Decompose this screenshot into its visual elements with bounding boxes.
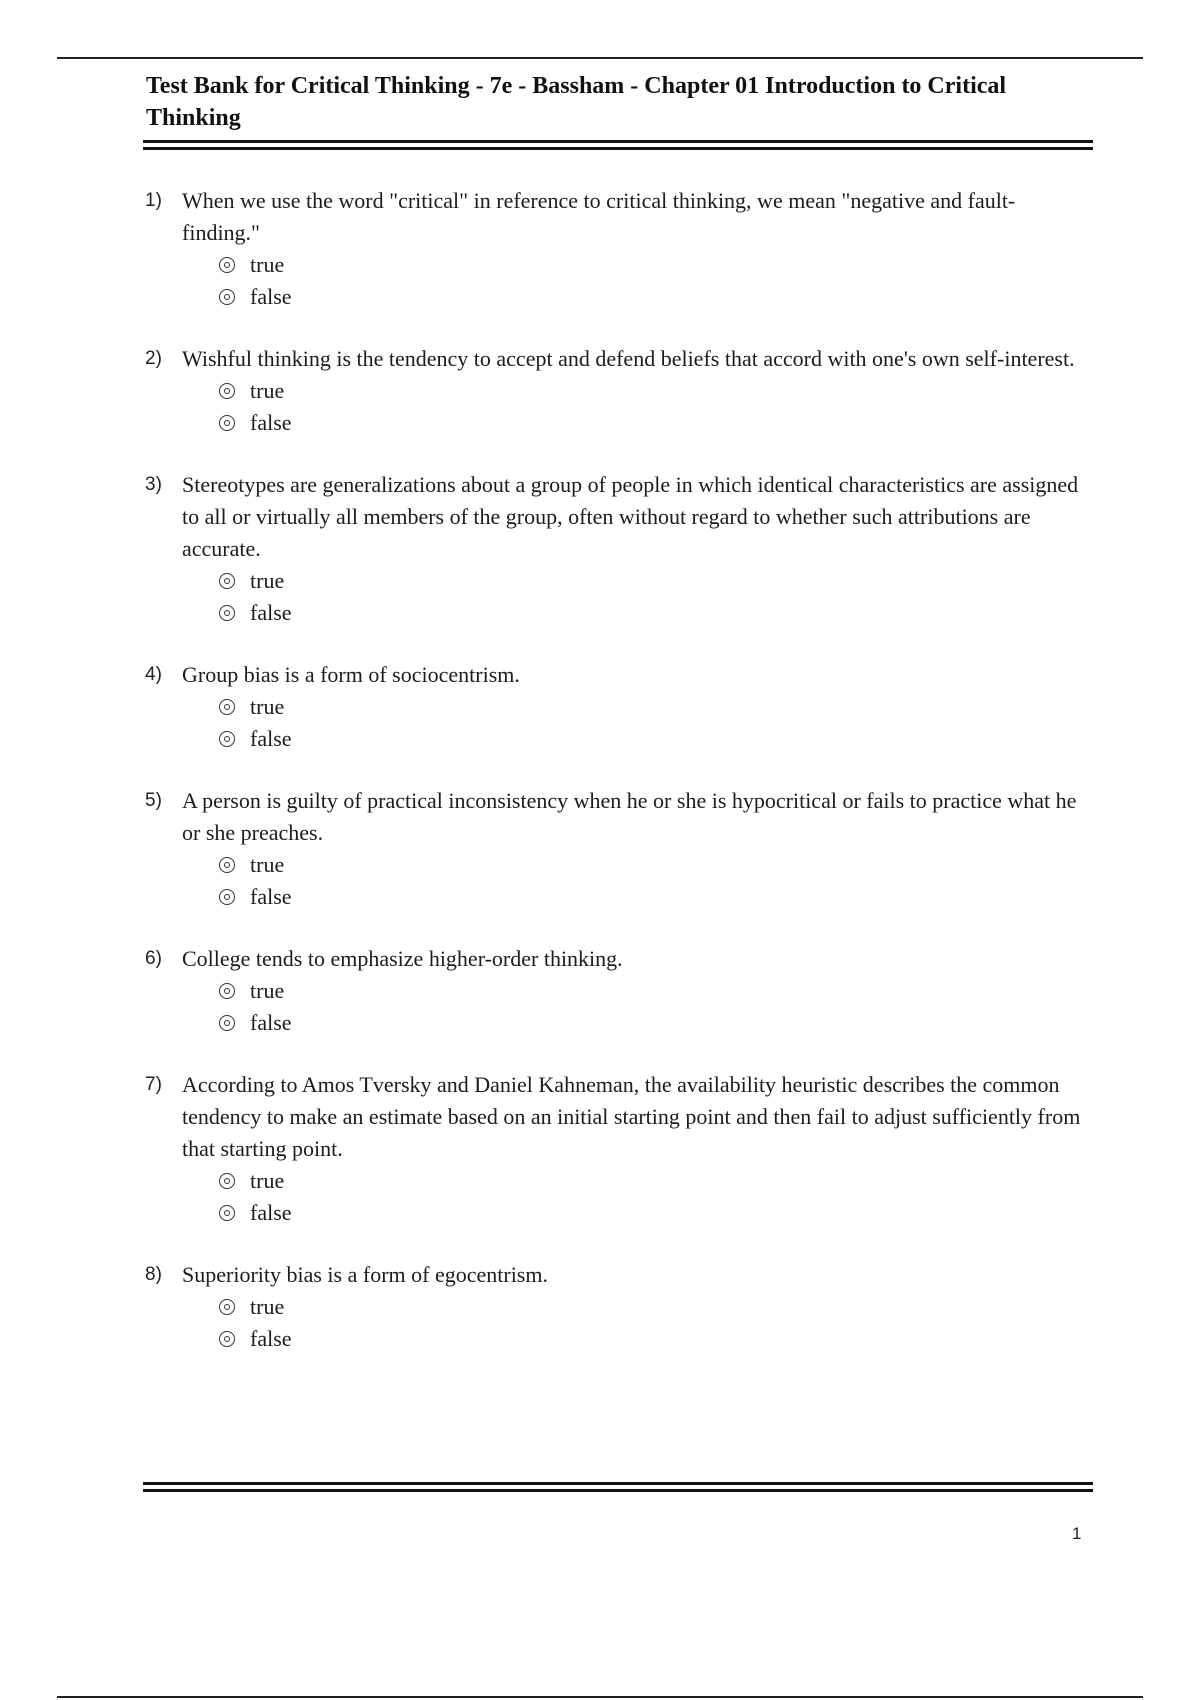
- radio-icon[interactable]: [219, 383, 235, 399]
- option-false[interactable]: [219, 597, 1093, 629]
- question-number: 5): [145, 790, 162, 811]
- option-label: true: [250, 852, 285, 877]
- radio-icon[interactable]: [219, 699, 235, 715]
- option-false[interactable]: [219, 881, 1093, 913]
- radio-icon[interactable]: [219, 257, 235, 273]
- answer-options: [219, 1291, 1093, 1355]
- question-5: [143, 785, 1093, 913]
- question-1: [143, 185, 1093, 313]
- option-false[interactable]: [219, 723, 1093, 755]
- radio-icon[interactable]: [219, 983, 235, 999]
- option-label: true: [250, 1168, 285, 1193]
- question-text: Stereotypes are generalizations about a group of people in which identical characteristics are assigned to all or virtually all members of the group, often without regard to whether such attributions are accurate.: [182, 472, 1079, 561]
- question-number: 7): [145, 1074, 162, 1095]
- page-number: 1: [1072, 1524, 1082, 1543]
- radio-icon[interactable]: [219, 1331, 235, 1347]
- radio-icon[interactable]: [219, 605, 235, 621]
- option-true[interactable]: [219, 975, 1093, 1007]
- answer-options: [219, 849, 1093, 913]
- radio-icon[interactable]: [219, 1015, 235, 1031]
- top-divider: [57, 57, 1143, 59]
- radio-icon[interactable]: [219, 573, 235, 589]
- option-false[interactable]: [219, 407, 1093, 439]
- radio-icon[interactable]: [219, 731, 235, 747]
- question-7: [143, 1069, 1093, 1229]
- radio-icon[interactable]: [219, 1173, 235, 1189]
- option-label: false: [250, 1200, 292, 1225]
- answer-options: [219, 1165, 1093, 1229]
- option-label: false: [250, 600, 292, 625]
- radio-icon[interactable]: [219, 1299, 235, 1315]
- question-number: 2): [145, 348, 162, 369]
- question-text: Superiority bias is a form of egocentrism.: [182, 1262, 548, 1287]
- option-false[interactable]: [219, 1323, 1093, 1355]
- option-true[interactable]: [219, 1165, 1093, 1197]
- question-number: 4): [145, 664, 162, 685]
- option-label: true: [250, 694, 285, 719]
- question-number: 3): [145, 474, 162, 495]
- radio-icon[interactable]: [219, 1205, 235, 1221]
- option-true[interactable]: [219, 375, 1093, 407]
- question-text: A person is guilty of practical inconsistency when he or she is hypocritical or fails to practice what he or she preaches.: [182, 788, 1077, 845]
- question-8: [143, 1259, 1093, 1355]
- question-6: [143, 943, 1093, 1039]
- question-list: [143, 185, 1093, 1385]
- header-double-rule: [143, 140, 1093, 150]
- radio-icon[interactable]: [219, 415, 235, 431]
- question-2: [143, 343, 1093, 439]
- question-text: Wishful thinking is the tendency to accept and defend beliefs that accord with one's own self-interest.: [182, 346, 1075, 371]
- option-false[interactable]: [219, 1007, 1093, 1039]
- option-label: true: [250, 378, 285, 403]
- question-number: 6): [145, 948, 162, 969]
- option-true[interactable]: [219, 691, 1093, 723]
- question-text: According to Amos Tversky and Daniel Kahneman, the availability heuristic describes the common tendency to make an estimate based on an initial starting point and then fail to adjust sufficiently from that starting point.: [182, 1072, 1081, 1161]
- radio-icon[interactable]: [219, 889, 235, 905]
- option-true[interactable]: [219, 849, 1093, 881]
- option-true[interactable]: [219, 1291, 1093, 1323]
- option-true[interactable]: [219, 565, 1093, 597]
- option-label: true: [250, 1294, 285, 1319]
- question-text: Group bias is a form of sociocentrism.: [182, 662, 520, 687]
- option-label: false: [250, 726, 292, 751]
- question-number: 8): [145, 1264, 162, 1285]
- page-title: Test Bank for Critical Thinking - 7e - Bassham - Chapter 01 Introduction to Critical Thinking: [146, 73, 1007, 131]
- option-label: false: [250, 1010, 292, 1035]
- option-label: false: [250, 1326, 292, 1351]
- bottom-divider: [57, 1696, 1143, 1698]
- question-4: [143, 659, 1093, 755]
- footer-double-rule: [143, 1482, 1093, 1492]
- question-3: [143, 469, 1093, 629]
- question-text: College tends to emphasize higher-order thinking.: [182, 946, 623, 971]
- answer-options: [219, 249, 1093, 313]
- option-label: true: [250, 568, 285, 593]
- option-label: true: [250, 978, 285, 1003]
- option-label: false: [250, 284, 292, 309]
- option-label: false: [250, 884, 292, 909]
- option-true[interactable]: [219, 249, 1093, 281]
- option-false[interactable]: [219, 281, 1093, 313]
- answer-options: [219, 565, 1093, 629]
- option-false[interactable]: [219, 1197, 1093, 1229]
- radio-icon[interactable]: [219, 857, 235, 873]
- option-label: true: [250, 252, 285, 277]
- question-text: When we use the word "critical" in reference to critical thinking, we mean "negative and fault-finding.": [182, 188, 1016, 245]
- answer-options: [219, 975, 1093, 1039]
- radio-icon[interactable]: [219, 289, 235, 305]
- answer-options: [219, 691, 1093, 755]
- question-number: 1): [145, 190, 162, 211]
- answer-options: [219, 375, 1093, 439]
- option-label: false: [250, 410, 292, 435]
